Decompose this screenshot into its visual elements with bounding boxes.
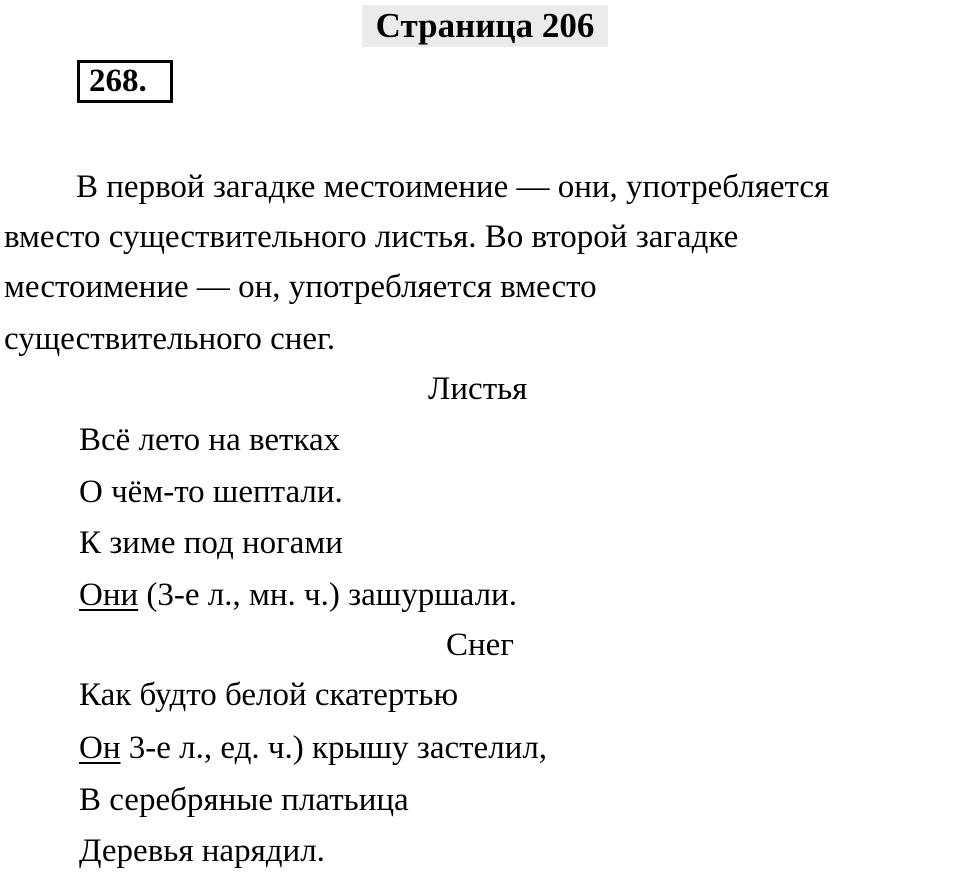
poem-snow-line-2-rest: 3-е л., ед. ч.) крышу застелил,: [120, 730, 548, 766]
poem-leaves-line-2: О чём-то шептали.: [79, 474, 343, 510]
poem-leaves-line-3: К зиме под ногами: [79, 525, 343, 561]
poem-leaves-line-1: Всё лето на ветках: [79, 422, 341, 458]
poem-leaves-line-4-rest: (3-е л., мн. ч.) зашуршали.: [138, 577, 517, 613]
pronoun-he: Он: [79, 730, 121, 766]
task-number-box: [77, 60, 173, 103]
explanation-line-3: местоимение — он, употребляется вместо: [4, 269, 597, 305]
poem-leaves-line-4: [79, 575, 517, 615]
poem-snow-line-2: [79, 728, 547, 768]
task-number: 268: [89, 63, 139, 99]
poem-snow-line-3: В серебряные платьица: [79, 782, 409, 818]
explanation-line-1: В первой загадке местоимение — они, употребляется: [76, 169, 830, 205]
poem-title-leaves: Листья: [428, 371, 528, 407]
poem-title-snow: Снег: [446, 627, 514, 663]
explanation-line-4: существительного снег.: [4, 321, 336, 357]
task-number-dot: .: [138, 63, 147, 99]
explanation-line-2: вместо существительного листья. Во второй загадке: [4, 219, 739, 255]
poem-snow-line-1: Как будто белой скатертью: [79, 677, 459, 713]
pronoun-they: Они: [79, 577, 139, 613]
poem-snow-line-4: Деревья нарядил.: [79, 833, 325, 869]
page-title: Страница 206: [362, 5, 608, 47]
